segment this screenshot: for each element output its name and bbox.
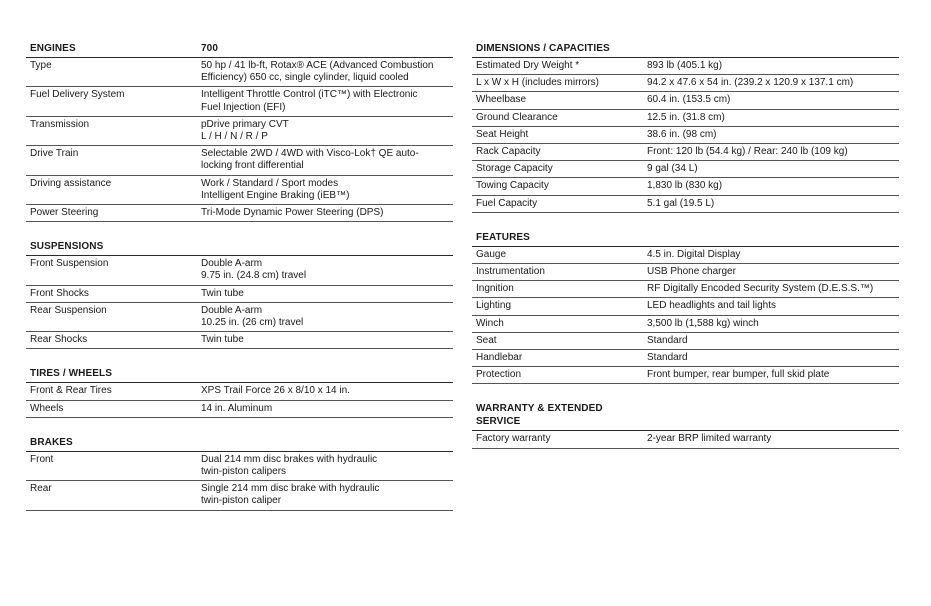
section-header — [26, 240, 453, 256]
spec-label: Rack Capacity — [476, 146, 541, 158]
section-title: TIRES / WHEELS — [30, 368, 112, 380]
spec-value: Front: 120 lb (54.4 kg) / Rear: 240 lb (109 kg) — [647, 146, 848, 158]
spec-value: 1,830 lb (830 kg) — [647, 180, 723, 192]
section-suspensions — [26, 240, 453, 349]
spec-value: Standard — [647, 352, 688, 364]
right-spec-column — [472, 42, 899, 467]
spec-label: Front Suspension — [30, 258, 109, 270]
spec-value: 2-year BRP limited warranty — [647, 433, 772, 445]
section-header-value: 700 — [201, 43, 218, 54]
spec-value: 14 in. Aluminum — [201, 402, 273, 414]
spec-value: 12.5 in. (31.8 cm) — [647, 111, 725, 123]
section-warranty-extended-service — [472, 402, 899, 448]
spec-value: 38.6 in. (98 cm) — [647, 128, 717, 140]
spec-row — [472, 281, 899, 298]
spec-value: Standard — [647, 334, 688, 346]
section-title: SUSPENSIONS — [30, 241, 104, 253]
section-title: FEATURES — [476, 231, 530, 243]
spec-label: Estimated Dry Weight * — [476, 60, 580, 71]
spec-label: Front Shocks — [30, 287, 89, 299]
spec-label: Protection — [476, 369, 522, 381]
spec-row — [26, 332, 453, 349]
section-title: ENGINES — [30, 43, 76, 54]
spec-label: Towing Capacity — [476, 180, 549, 192]
section-engines — [26, 42, 453, 222]
spec-value: Twin tube — [201, 287, 244, 299]
spec-row — [26, 176, 453, 205]
spec-row — [26, 117, 453, 146]
section-header — [472, 402, 899, 431]
spec-row — [472, 247, 899, 264]
section-dimensions-capacities — [472, 42, 899, 213]
section-brakes — [26, 436, 453, 511]
spec-value: Dual 214 mm disc brakes with hydraulic twin-piston calipers — [201, 453, 378, 478]
spec-value: Intelligent Throttle Control (iTC™) with Electronic Fuel Injection (EFI) — [201, 89, 418, 113]
spec-row — [472, 178, 899, 195]
spec-value: Front bumper, rear bumper, full skid plate — [647, 369, 830, 381]
spec-label: Power Steering — [30, 207, 99, 219]
spec-label: Ground Clearance — [476, 111, 558, 123]
section-tires-wheels — [26, 367, 453, 417]
spec-value: 5.1 gal (19.5 L) — [647, 197, 715, 209]
spec-label: Winch — [476, 317, 504, 329]
spec-label: Gauge — [476, 248, 507, 260]
section-header — [26, 42, 453, 58]
section-header — [26, 367, 453, 383]
spec-row — [472, 367, 899, 384]
spec-label: Instrumentation — [476, 266, 545, 278]
spec-row — [26, 256, 453, 285]
spec-label: Transmission — [30, 118, 90, 130]
spec-value: 60.4 in. (153.5 cm) — [647, 94, 731, 106]
spec-row — [472, 298, 899, 315]
spec-value: Double A-arm 9.75 in. (24.8 cm) travel — [201, 258, 307, 282]
section-header — [472, 42, 899, 58]
spec-value: XPS Trail Force 26 x 8/10 x 14 in. — [201, 385, 350, 397]
spec-row — [26, 481, 453, 510]
spec-row — [472, 316, 899, 333]
spec-row — [472, 92, 899, 109]
spec-row — [472, 196, 899, 213]
spec-label: Wheelbase — [476, 94, 527, 106]
spec-label: Rear Suspension — [30, 304, 107, 316]
spec-label: Handlebar — [476, 352, 523, 364]
spec-label: Fuel Delivery System — [30, 89, 125, 101]
spec-value: RF Digitally Encoded Security System (D.E.S.S.™) — [647, 283, 874, 295]
spec-value: pDrive primary CVT L / H / N / R / P — [201, 118, 289, 143]
spec-row — [472, 161, 899, 178]
spec-row — [26, 401, 453, 418]
spec-value: 4.5 in. Digital Display — [647, 248, 741, 260]
spec-row — [26, 303, 453, 332]
section-title: BRAKES — [30, 436, 73, 448]
spec-label: Rear — [30, 483, 52, 495]
spec-row — [26, 58, 453, 87]
spec-value: Work / Standard / Sport modes Intelligent Engine Braking (iEB™) — [201, 177, 350, 201]
spec-value: 50 hp / 41 lb-ft, Rotax® ACE (Advanced Combustion Efficiency) 650 cc, single cylinder, liquid cooled — [201, 60, 434, 84]
spec-label: L x W x H (includes mirrors) — [476, 77, 599, 89]
spec-value: USB Phone charger — [647, 266, 736, 278]
spec-label: Seat Height — [476, 128, 529, 140]
spec-row — [472, 431, 899, 448]
spec-row — [26, 452, 453, 481]
spec-row — [26, 87, 453, 116]
spec-row — [472, 144, 899, 161]
spec-label: Front & Rear Tires — [30, 385, 112, 397]
spec-value: Tri-Mode Dynamic Power Steering (DPS) — [201, 207, 384, 219]
spec-label: Lighting — [476, 300, 512, 312]
left-spec-column — [26, 42, 453, 529]
spec-label: Driving assistance — [30, 177, 112, 189]
spec-row — [472, 127, 899, 144]
spec-label: Fuel Capacity — [476, 197, 538, 209]
spec-value: Double A-arm 10.25 in. (26 cm) travel — [201, 304, 304, 329]
spec-value: Twin tube — [201, 334, 244, 346]
section-title: DIMENSIONS / CAPACITIES — [476, 43, 610, 54]
spec-value: 94.2 x 47.6 x 54 in. (239.2 x 120.9 x 137.1 cm) — [647, 77, 854, 89]
spec-row — [472, 58, 899, 75]
section-header — [472, 231, 899, 247]
spec-value: LED headlights and tail lights — [647, 300, 776, 312]
spec-row — [472, 350, 899, 367]
spec-label: Rear Shocks — [30, 334, 88, 346]
section-title: WARRANTY & EXTENDED SERVICE — [476, 403, 603, 428]
spec-value: 9 gal (34 L) — [647, 163, 698, 175]
spec-row — [472, 264, 899, 281]
spec-value: Single 214 mm disc brake with hydraulic twin-piston caliper — [201, 483, 380, 507]
spec-label: Seat — [476, 334, 497, 346]
spec-label: Ingnition — [476, 283, 514, 295]
spec-row — [472, 333, 899, 350]
spec-label: Wheels — [30, 402, 64, 414]
spec-label: Type — [30, 60, 52, 71]
spec-row — [26, 286, 453, 303]
spec-row — [472, 75, 899, 92]
section-header — [26, 436, 453, 452]
spec-label: Drive Train — [30, 148, 79, 160]
spec-row — [26, 383, 453, 400]
spec-label: Storage Capacity — [476, 163, 553, 175]
spec-row — [26, 205, 453, 222]
spec-value: 893 lb (405.1 kg) — [647, 60, 723, 71]
section-features — [472, 231, 899, 385]
spec-value: 3,500 lb (1,588 kg) winch — [647, 317, 759, 329]
spec-label: Front — [30, 453, 54, 465]
spec-label: Factory warranty — [476, 433, 551, 445]
spec-row — [26, 146, 453, 175]
spec-value: Selectable 2WD / 4WD with Visco-Lok† QE auto- locking front differential — [201, 148, 419, 172]
spec-row — [472, 110, 899, 127]
